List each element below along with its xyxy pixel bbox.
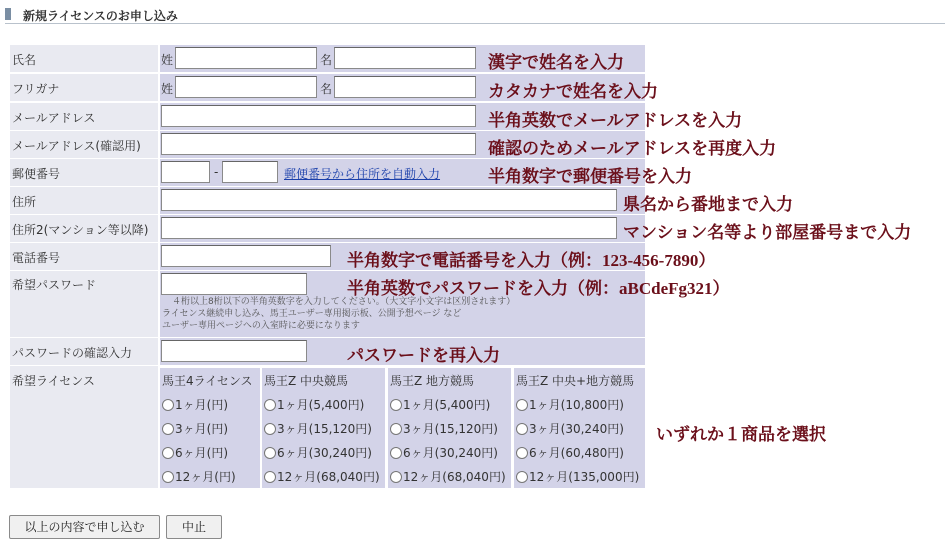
radio-icon[interactable] bbox=[390, 423, 402, 435]
postal-field-cell bbox=[160, 159, 692, 186]
header-accent-bar bbox=[5, 8, 11, 20]
radio-icon[interactable] bbox=[516, 447, 528, 459]
radio-icon[interactable] bbox=[162, 471, 174, 483]
license-option-chuo-1m[interactable]: 1ヶ月(5,400円) bbox=[264, 396, 364, 413]
radio-icon[interactable] bbox=[390, 399, 402, 411]
license-column-umaoz-chuo bbox=[262, 368, 385, 488]
postal-code-first-input[interactable] bbox=[161, 161, 210, 183]
license-option-both-12m[interactable]: 12ヶ月(135,000円) bbox=[516, 468, 639, 485]
label-address2: 住所2(マンション等以降) bbox=[10, 215, 158, 242]
license-option-chuo-6m[interactable]: 6ヶ月(30,240円) bbox=[264, 444, 372, 461]
kana-sei-input[interactable] bbox=[175, 76, 317, 98]
password-field-cell bbox=[160, 271, 730, 337]
email-confirm-input[interactable] bbox=[161, 133, 476, 155]
phone-note: 半角数字で電話番号を入力（例：123-456-7890） bbox=[347, 251, 716, 270]
radio-icon[interactable] bbox=[264, 399, 276, 411]
license-column-umao4 bbox=[160, 368, 260, 488]
label-password-confirm: パスワードの確認入力 bbox=[10, 338, 158, 365]
phone-field-cell bbox=[160, 243, 716, 270]
postal-note: 半角数字で郵便番号を入力 bbox=[488, 167, 692, 186]
section-header bbox=[5, 6, 945, 24]
label-email-confirm: メールアドレス(確認用) bbox=[10, 131, 158, 158]
email-confirm-note: 確認のためメールアドレスを再度入力 bbox=[488, 139, 777, 158]
postal-autofill-link[interactable]: 郵便番号から住所を自動入力 bbox=[284, 167, 441, 181]
address1-field-cell bbox=[160, 187, 645, 214]
postal-dash: - bbox=[214, 165, 219, 179]
password-confirm-input[interactable] bbox=[161, 340, 307, 362]
license-option-both-6m[interactable]: 6ヶ月(60,480円) bbox=[516, 444, 624, 461]
label-postal: 郵便番号 bbox=[10, 159, 158, 186]
password-confirm-field-cell bbox=[160, 338, 645, 365]
radio-icon[interactable] bbox=[390, 471, 402, 483]
password-note: 半角英数でパスワードを入力（例：aBCdeFg321） bbox=[347, 279, 730, 298]
license-option-chiho-1m[interactable]: 1ヶ月(5,400円) bbox=[390, 396, 490, 413]
label-kana: フリガナ bbox=[10, 74, 158, 101]
radio-icon[interactable] bbox=[264, 471, 276, 483]
kana-mei-input[interactable] bbox=[334, 76, 476, 98]
address2-input[interactable] bbox=[161, 217, 617, 239]
radio-icon[interactable] bbox=[162, 423, 174, 435]
radio-icon[interactable] bbox=[516, 399, 528, 411]
label-password: 希望パスワード bbox=[10, 271, 158, 337]
label-phone: 電話番号 bbox=[10, 243, 158, 270]
kana-note: カタカナで姓名を入力 bbox=[488, 82, 658, 101]
license-column-title: 馬王Z 中央+地方競馬 bbox=[516, 374, 635, 388]
radio-icon[interactable] bbox=[390, 447, 402, 459]
name-note: 漢字で姓名を入力 bbox=[488, 53, 624, 72]
password-hint-line-3: ユーザー専用ページへの入室時に必要になります bbox=[162, 321, 360, 331]
license-option-umao4-3m[interactable]: 3ヶ月(円) bbox=[162, 420, 228, 437]
page-title: 新規ライセンスのお申し込み bbox=[23, 9, 178, 23]
address2-note: マンション名等より部屋番号まで入力 bbox=[623, 223, 912, 242]
license-option-chiho-12m[interactable]: 12ヶ月(68,040円) bbox=[390, 468, 506, 485]
label-email: メールアドレス bbox=[10, 103, 158, 130]
license-option-umao4-1m[interactable]: 1ヶ月(円) bbox=[162, 396, 228, 413]
license-note: いずれか１商品を選択 bbox=[656, 425, 826, 444]
radio-icon[interactable] bbox=[264, 447, 276, 459]
license-option-umao4-12m[interactable]: 12ヶ月(円) bbox=[162, 468, 236, 485]
license-column-title: 馬王Z 地方競馬 bbox=[390, 374, 475, 388]
label-address1: 住所 bbox=[10, 187, 158, 214]
radio-icon[interactable] bbox=[162, 447, 174, 459]
label-license: 希望ライセンス bbox=[10, 366, 158, 488]
email-input[interactable] bbox=[161, 105, 476, 127]
license-option-chiho-6m[interactable]: 6ヶ月(30,240円) bbox=[390, 444, 498, 461]
email-field-cell bbox=[160, 103, 743, 130]
submit-button[interactable]: 以上の内容で申し込む bbox=[9, 515, 160, 539]
license-option-umao4-6m[interactable]: 6ヶ月(円) bbox=[162, 444, 228, 461]
email-confirm-field-cell bbox=[160, 131, 777, 158]
phone-input[interactable] bbox=[161, 245, 331, 267]
license-column-title: 馬王Z 中央競馬 bbox=[264, 374, 349, 388]
license-option-both-3m[interactable]: 3ヶ月(30,240円) bbox=[516, 420, 624, 437]
license-column-umaoz-chiho bbox=[388, 368, 511, 488]
cancel-button[interactable]: 中止 bbox=[166, 515, 222, 539]
license-option-both-1m[interactable]: 1ヶ月(10,800円) bbox=[516, 396, 624, 413]
mei-label: 名 bbox=[320, 53, 333, 67]
postal-code-second-input[interactable] bbox=[222, 161, 278, 183]
name-mei-input[interactable] bbox=[334, 47, 476, 69]
label-name: 氏名 bbox=[10, 45, 158, 72]
license-column-title: 馬王4ライセンス bbox=[162, 374, 253, 388]
license-option-chiho-3m[interactable]: 3ヶ月(15,120円) bbox=[390, 420, 498, 437]
radio-icon[interactable] bbox=[516, 423, 528, 435]
license-option-chuo-3m[interactable]: 3ヶ月(15,120円) bbox=[264, 420, 372, 437]
password-hint-line-1: ４桁以上8桁以下の半角英数字を入力してください。（大文字小文字は区別されます） bbox=[172, 297, 516, 307]
address2-field-cell bbox=[160, 215, 645, 242]
kana-field-cell bbox=[160, 74, 658, 101]
email-note: 半角英数でメールアドレスを入力 bbox=[488, 111, 743, 130]
sei-label: 姓 bbox=[161, 53, 174, 67]
radio-icon[interactable] bbox=[264, 423, 276, 435]
password-input[interactable] bbox=[161, 273, 307, 295]
radio-icon[interactable] bbox=[516, 471, 528, 483]
password-hint-line-2: ライセンス継続申し込み、馬王ユーザー専用掲示板、公開予想ページ など bbox=[162, 309, 462, 319]
license-option-chuo-12m[interactable]: 12ヶ月(68,040円) bbox=[264, 468, 380, 485]
address1-input[interactable] bbox=[161, 189, 617, 211]
password-confirm-note: パスワードを再入力 bbox=[347, 346, 500, 365]
kana-sei-label: 姓 bbox=[161, 82, 174, 96]
name-sei-input[interactable] bbox=[175, 47, 317, 69]
license-column-umaoz-both bbox=[514, 368, 645, 488]
kana-mei-label: 名 bbox=[320, 82, 333, 96]
address1-note: 県名から番地まで入力 bbox=[623, 195, 793, 214]
radio-icon[interactable] bbox=[162, 399, 174, 411]
name-field-cell bbox=[160, 45, 645, 72]
